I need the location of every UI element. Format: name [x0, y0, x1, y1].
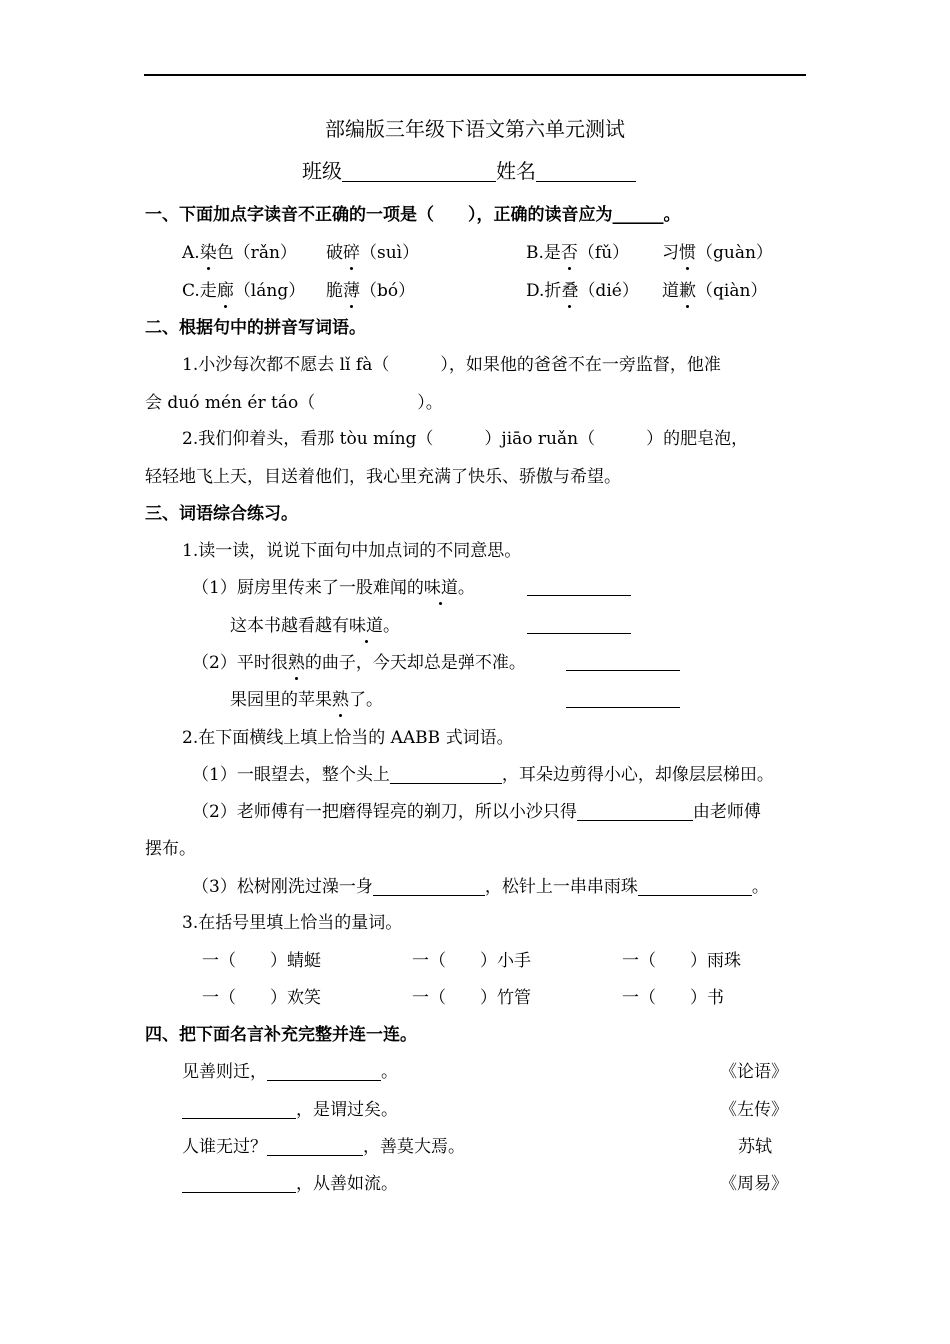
measure-word-item: 一（ ）竹管: [412, 988, 531, 1008]
answer-blank[interactable]: [566, 689, 680, 708]
quote-source-1: 《论语》: [720, 1062, 788, 1082]
answer-blank[interactable]: [182, 1100, 296, 1119]
answer-blank[interactable]: [577, 802, 693, 821]
q1-option-c2: 脆薄（bó）: [326, 281, 416, 301]
q3-part-1-instruction: 1.读一读，说说下面句中加点词的不同意思。: [182, 541, 522, 561]
q2-sentence-1b: 会 duó mén ér táo（ ）。: [145, 393, 443, 413]
page-title: 部编版三年级下语文第六单元测试: [325, 117, 625, 141]
answer-blank[interactable]: [527, 615, 631, 634]
q1-option-b2: 习惯（guàn）: [662, 243, 773, 263]
q3-1-item-1: （1）厨房里传来了一股难闻的味道。: [192, 578, 475, 598]
quote-line-3: 人谁无过？ ，善莫大焉。: [182, 1137, 465, 1157]
q1-option-b: B.是否（fǔ）: [526, 243, 630, 263]
q3-1-item-3: （2）平时很熟的曲子，今天却总是弹不准。: [192, 653, 526, 673]
measure-word-item: 一（ ）欢笑: [202, 988, 321, 1008]
measure-word-item: 一（ ）小手: [412, 951, 531, 971]
q1-option-d: D.折叠（dié）: [526, 281, 639, 301]
dotted-word: 味道: [349, 616, 383, 636]
q1-option-c: C.走廊（láng）: [182, 281, 306, 301]
answer-blank[interactable]: [638, 877, 752, 896]
dotted-char: 惯: [679, 243, 696, 263]
q2-sentence-2a: 2.我们仰着头，看那 tòu míng（ ）jiāo ruǎn（ ）的肥皂泡，: [182, 429, 749, 449]
q2-heading: 二、根据句中的拼音写词语。: [145, 318, 366, 338]
q1-option-a2: 破碎（suì）: [326, 243, 420, 263]
quote-source-2: 《左传》: [720, 1100, 788, 1120]
q3-2-item-2: （2）老师傅有一把磨得锃亮的剃刀，所以小沙只得 由老师傅: [192, 802, 761, 822]
name-blank[interactable]: [536, 163, 636, 182]
q2-sentence-2b: 轻轻地飞上天，目送着他们，我心里充满了快乐、骄傲与希望。: [145, 467, 621, 487]
q3-part-3-instruction: 3.在括号里填上恰当的量词。: [182, 913, 403, 933]
q4-heading: 四、把下面名言补充完整并连一连。: [145, 1025, 417, 1045]
answer-blank[interactable]: [182, 1174, 296, 1193]
answer-blank[interactable]: [527, 577, 631, 596]
dotted-char: 叠: [561, 281, 579, 301]
dotted-word: 味道: [423, 578, 458, 598]
q1-heading: 一、下面加点字读音不正确的一项是（ ），正确的读音应为______。: [145, 205, 681, 225]
class-label: 班级: [302, 159, 342, 183]
header-rule: [144, 74, 806, 76]
q1-option-a: A.染色（rǎn）: [182, 243, 297, 263]
class-blank[interactable]: [342, 163, 496, 182]
measure-word-item: 一（ ）书: [622, 988, 724, 1008]
answer-blank[interactable]: [373, 877, 485, 896]
dotted-char: 熟: [287, 653, 305, 673]
q3-part-2-instruction: 2.在下面横线上填上恰当的 AABB 式词语。: [182, 728, 514, 748]
quote-source-3: 苏轼: [738, 1137, 772, 1157]
dotted-char: 否: [560, 243, 578, 263]
answer-blank[interactable]: [267, 1062, 381, 1081]
answer-blank[interactable]: [390, 765, 502, 784]
dotted-char: 碎: [343, 243, 360, 263]
q3-1-item-4: 果园里的苹果熟了。: [230, 690, 383, 710]
dotted-char: 歉: [679, 281, 696, 301]
name-label: 姓名: [496, 159, 536, 183]
answer-blank[interactable]: [267, 1137, 363, 1156]
quote-line-2: ，是谓过矣。: [182, 1099, 398, 1121]
quote-line-4: ，从善如流。: [182, 1173, 398, 1195]
dotted-char: 染: [199, 243, 217, 263]
measure-word-item: 一（ ）蜻蜓: [202, 951, 321, 971]
dotted-char: 薄: [343, 281, 360, 301]
dotted-char: 熟: [332, 690, 349, 710]
student-info: [302, 160, 636, 182]
q2-sentence-1a: 1.小沙每次都不愿去 lǐ fà（ ），如果他的爸爸不在一旁监督，他准: [182, 355, 721, 375]
q3-2-item-3: （3）松树刚洗过澡一身 ，松针上一串串雨珠 。: [192, 877, 769, 897]
quote-source-4: 《周易》: [720, 1174, 788, 1194]
quote-line-1: 见善则迁， 。: [182, 1062, 398, 1082]
q1-option-d2: 道歉（qiàn）: [662, 281, 768, 301]
q3-1-item-2: 这本书越看越有味道。: [230, 616, 400, 636]
q3-2-item-2b: 摆布。: [145, 839, 196, 859]
q3-heading: 三、词语综合练习。: [145, 504, 298, 524]
measure-word-item: 一（ ）雨珠: [622, 951, 741, 971]
dotted-char: 廊: [216, 281, 234, 301]
q3-2-item-1: （1）一眼望去，整个头上 ，耳朵边剪得小心，却像层层梯田。: [192, 765, 774, 785]
answer-blank[interactable]: [566, 652, 680, 671]
